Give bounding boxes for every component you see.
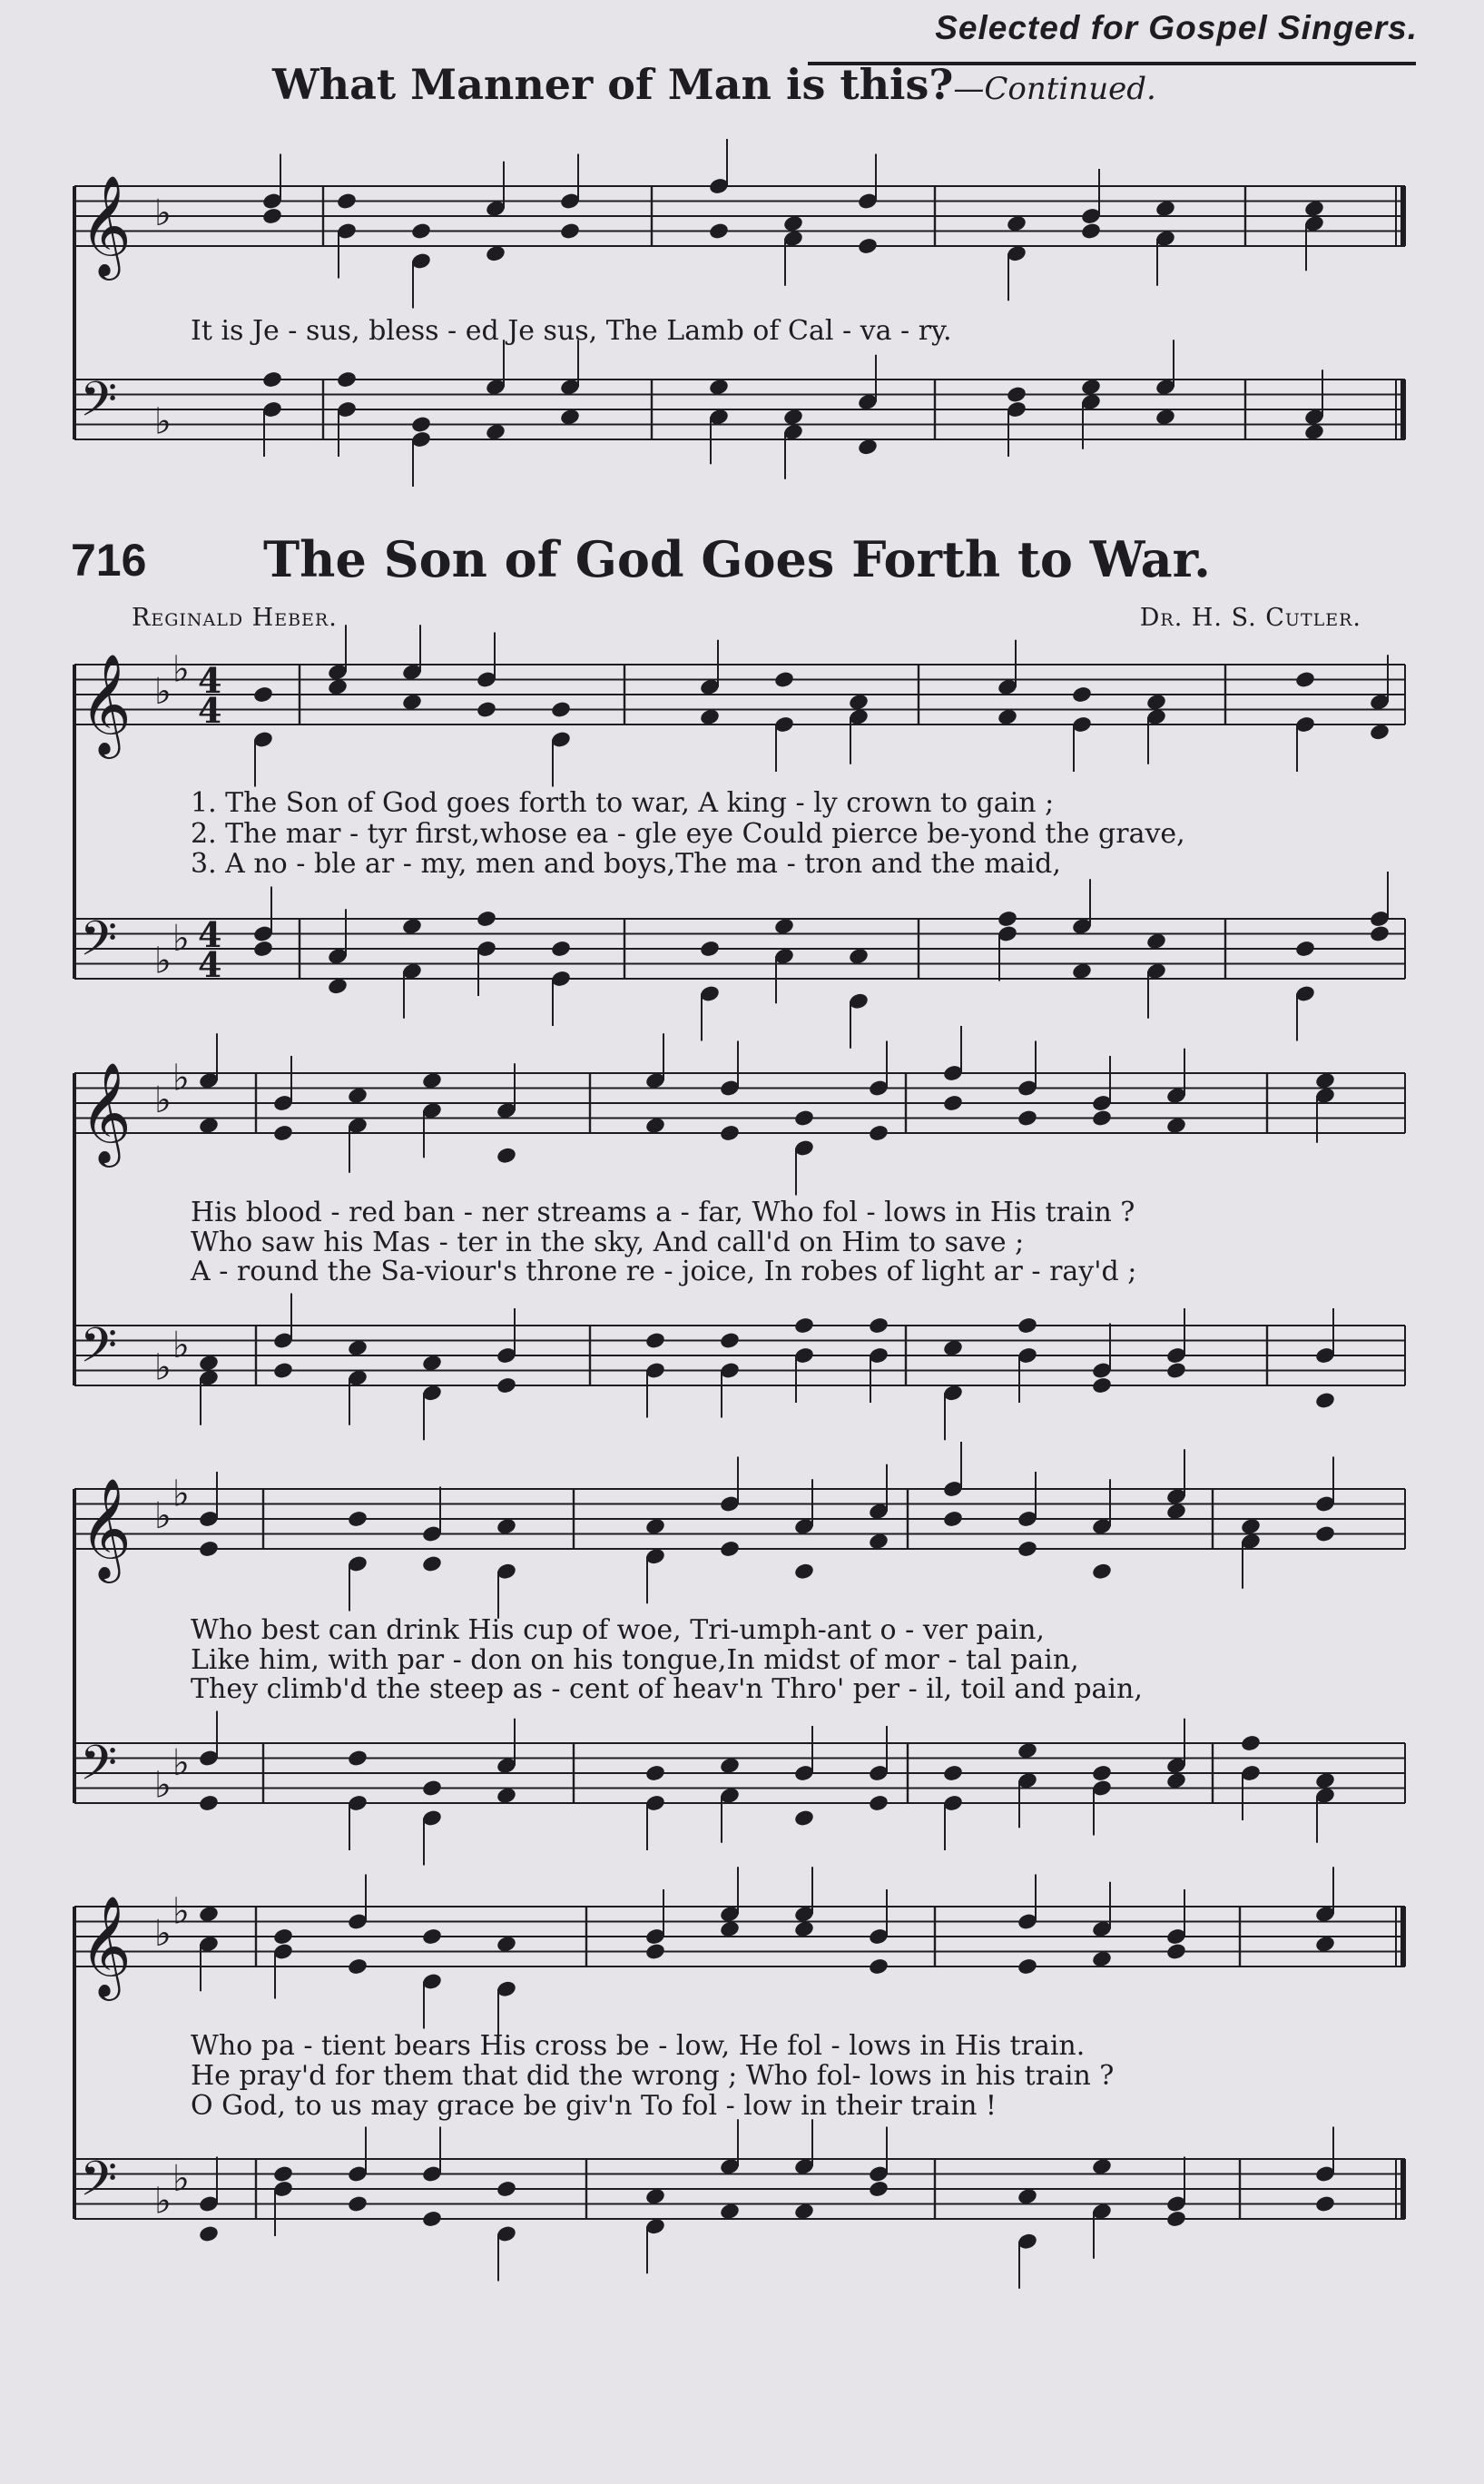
time-signature-top: 4 xyxy=(198,914,222,955)
note-head xyxy=(1091,1109,1113,1128)
note-head xyxy=(644,1331,666,1350)
note-head xyxy=(550,940,572,959)
bass-clef-icon: 𝄢 xyxy=(80,2152,118,2219)
flat-icon: ♭ xyxy=(154,1079,172,1121)
previous-hymn-lyric: It is Je - sus, bless - ed Je sus, The Lamb of Cal - va - ry. xyxy=(191,315,952,347)
verse-line-s2-3: A - round the Sa-viour's throne re - joice, In robes of light ar - ray'd ; xyxy=(191,1256,1137,1287)
treble-clef-icon: 𝄞 xyxy=(80,174,132,276)
note-head xyxy=(476,700,497,719)
treble-clef-icon: 𝄞 xyxy=(80,1895,132,1996)
flat-icon: ♭ xyxy=(154,1346,172,1389)
note-head xyxy=(997,910,1018,929)
flat-icon: ♭ xyxy=(172,648,190,691)
note-head xyxy=(476,910,497,929)
note-head xyxy=(421,2210,443,2229)
verse-line-s3-3: They climb'd the steep as - cent of heav'n Thro' per - il, toil and pain, xyxy=(191,1673,1143,1705)
verse-line-s2-2: Who saw his Mas - ter in the sky, And call'd on Him to save ; xyxy=(191,1227,1025,1258)
note-head xyxy=(857,237,879,256)
flat-icon: ♭ xyxy=(154,1913,172,1955)
note-head xyxy=(793,1109,815,1128)
flat-icon: ♭ xyxy=(154,400,172,443)
note-head xyxy=(272,1927,294,1947)
hymn-author: Reginald Heber. xyxy=(132,604,338,632)
verse-line-s1-3: 3. A no - ble ar - my, men and boys,The ma - tron and the maid, xyxy=(191,848,1061,880)
note-head xyxy=(252,940,274,959)
note-head xyxy=(496,1376,517,1395)
note-head xyxy=(347,1510,369,1529)
previous-hymn-title-text: What Manner of Man is this? xyxy=(272,60,954,109)
flat-icon: ♭ xyxy=(172,917,190,960)
note-head xyxy=(773,670,795,689)
note-head xyxy=(272,2164,294,2183)
note-head xyxy=(719,1540,741,1559)
bass-clef-icon: 𝄢 xyxy=(80,1736,118,1803)
note-head xyxy=(868,2180,889,2199)
note-head xyxy=(1314,1391,1336,1410)
continued-label: —Continued. xyxy=(953,71,1156,107)
flat-icon: ♭ xyxy=(154,1495,172,1537)
verse-line-s2-1: His blood - red ban - ner streams a - far, Who fol - lows in His train ? xyxy=(191,1197,1135,1228)
note-head xyxy=(1080,222,1102,241)
note-head xyxy=(252,685,274,705)
note-head xyxy=(550,700,572,719)
note-head xyxy=(496,2180,517,2199)
note-head xyxy=(699,940,721,959)
note-head xyxy=(421,1927,443,1947)
time-signature-bottom: 4 xyxy=(198,690,222,731)
treble-clef-icon: 𝄞 xyxy=(80,1477,132,1579)
note-head xyxy=(410,415,432,434)
note-head xyxy=(1017,1540,1038,1559)
hymn-number: 716 xyxy=(71,535,147,586)
note-head xyxy=(1091,1376,1113,1395)
note-head xyxy=(1017,1957,1038,1976)
note-head xyxy=(336,192,358,211)
note-head xyxy=(336,370,358,389)
collection-header: Selected for Gospel Singers. xyxy=(935,9,1418,46)
note-head xyxy=(868,1794,889,1813)
note-head xyxy=(1314,1524,1336,1543)
note-head xyxy=(1006,385,1027,404)
flat-icon: ♭ xyxy=(154,940,172,982)
bass-clef-icon: 𝄢 xyxy=(80,1318,118,1385)
note-head xyxy=(261,207,283,226)
verse-line-s3-1: Who best can drink His cup of woe, Tri-umph-ant o - ver pain, xyxy=(191,1614,1045,1646)
note-head xyxy=(1017,1316,1038,1336)
note-head xyxy=(1091,1764,1113,1783)
note-head xyxy=(272,1361,294,1380)
note-head xyxy=(719,1331,741,1350)
flat-icon: ♭ xyxy=(172,1890,190,1933)
note-head xyxy=(496,1146,517,1165)
note-head xyxy=(942,1764,964,1783)
note-head xyxy=(1294,670,1316,689)
note-head xyxy=(1240,1734,1262,1753)
note-head xyxy=(272,1124,294,1143)
flat-icon: ♭ xyxy=(154,671,172,713)
flat-icon: ♭ xyxy=(172,1741,190,1784)
note-head xyxy=(559,222,581,241)
note-head xyxy=(1165,2210,1187,2229)
note-head xyxy=(421,1779,443,1798)
note-head xyxy=(719,1124,741,1143)
note-head xyxy=(793,1316,815,1336)
verse-line-s1-2: 2. The mar - tyr first,whose ea - gle eye Could pierce be-yond the grave, xyxy=(191,818,1185,850)
note-head xyxy=(347,1749,369,1768)
note-head xyxy=(1369,924,1391,943)
note-head xyxy=(421,1554,443,1573)
flat-icon: ♭ xyxy=(154,1764,172,1807)
bass-clef-icon: 𝄢 xyxy=(80,372,118,439)
note-head xyxy=(793,1809,815,1828)
verse-line-s3-2: Like him, with par - don on his tongue,In midst of mor - tal pain, xyxy=(191,1644,1079,1676)
time-signature-bottom: 4 xyxy=(198,944,222,985)
note-head xyxy=(708,222,730,241)
note-head xyxy=(793,1562,815,1581)
note-head xyxy=(347,1957,369,1976)
flat-icon: ♭ xyxy=(172,2157,190,2200)
note-head xyxy=(868,1957,889,1976)
note-head xyxy=(1071,685,1093,705)
treble-clef-icon: 𝄞 xyxy=(80,1061,132,1163)
bass-clef-icon: 𝄢 xyxy=(80,912,118,979)
note-head xyxy=(644,1764,666,1783)
note-head xyxy=(942,1510,964,1529)
note-head xyxy=(942,1094,964,1113)
note-head xyxy=(261,370,283,389)
note-head xyxy=(644,1942,666,1961)
verse-line-s1-1: 1. The Son of God goes forth to war, A king - ly crown to gain ; xyxy=(191,787,1055,819)
note-head xyxy=(410,222,432,241)
note-head xyxy=(868,1316,889,1336)
verse-line-s4-1: Who pa - tient bears His cross be - low, He fol - lows in His train. xyxy=(191,2030,1086,2062)
verse-line-s4-3: O God, to us may grace be giv'n To fol - low in their train ! xyxy=(191,2090,997,2122)
note-head xyxy=(1091,1562,1113,1581)
flat-icon: ♭ xyxy=(172,1057,190,1099)
treble-clef-icon: 𝄞 xyxy=(80,653,132,754)
flat-icon: ♭ xyxy=(154,2180,172,2223)
note-head xyxy=(347,2194,369,2213)
note-head xyxy=(1165,1942,1187,1961)
flat-icon: ♭ xyxy=(154,192,172,234)
flat-icon: ♭ xyxy=(172,1473,190,1515)
note-head xyxy=(198,1540,220,1559)
time-signature-top: 4 xyxy=(198,660,222,701)
hymn-title: The Son of God Goes Forth to War. xyxy=(263,530,1211,588)
note-head xyxy=(1294,940,1316,959)
note-head xyxy=(868,1124,889,1143)
note-head xyxy=(1314,2194,1336,2213)
verse-line-s4-2: He pray'd for them that did the wrong ; Who fol- lows in his train ? xyxy=(191,2060,1115,2092)
note-head xyxy=(198,2224,220,2243)
flat-icon: ♭ xyxy=(172,1324,190,1366)
note-head xyxy=(1017,1109,1038,1128)
note-head xyxy=(1165,1361,1187,1380)
note-head xyxy=(198,1794,220,1813)
hymn-composer: Dr. H. S. Cutler. xyxy=(1139,604,1361,632)
